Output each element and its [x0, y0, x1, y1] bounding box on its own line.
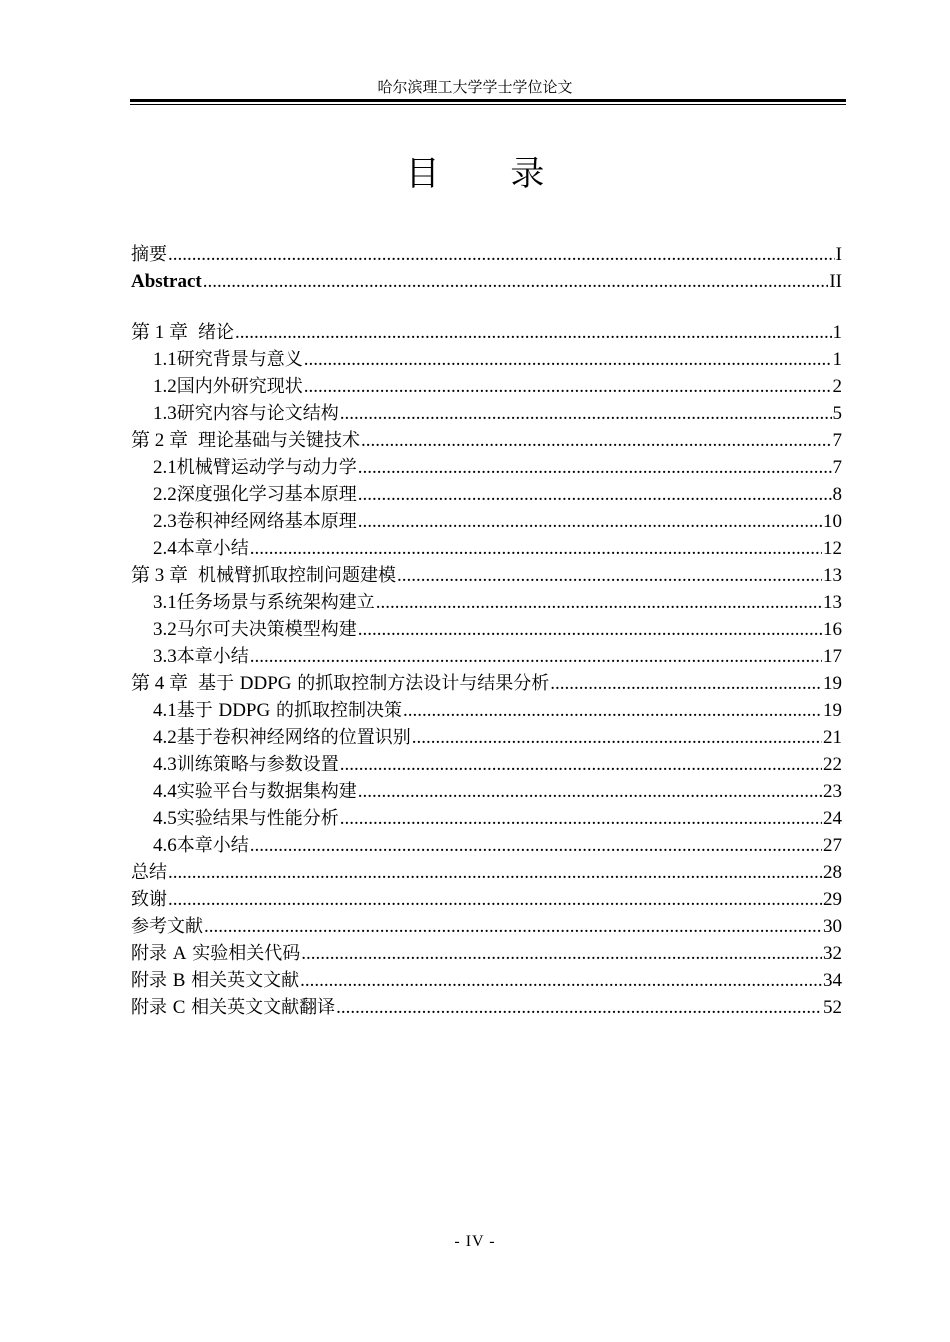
toc-entry-number: 第 1 章 — [131, 322, 189, 343]
toc-dot-leader — [168, 886, 822, 913]
toc-entry-page: 24 — [823, 808, 842, 829]
toc-entry-section[interactable] — [153, 751, 842, 778]
toc-entry-section[interactable] — [153, 778, 842, 805]
toc-dot-leader — [168, 859, 822, 886]
toc-entry-number: 3.1 — [153, 592, 177, 613]
toc-entry-chapter[interactable] — [131, 859, 842, 886]
toc-entry-number: 2.4 — [153, 538, 177, 559]
toc-entry-page: 13 — [823, 592, 842, 613]
header-rule-thick — [130, 99, 846, 102]
toc-entry-title: 研究背景与意义 — [176, 349, 303, 370]
toc-entry-number: 第 4 章 — [131, 673, 189, 694]
toc-dot-leader — [358, 454, 832, 481]
toc-entry-page: 12 — [823, 538, 842, 559]
toc-entry-page: 1 — [832, 349, 842, 370]
toc-entry-page: 5 — [832, 403, 842, 424]
toc-dot-leader — [340, 751, 822, 778]
toc-entry-title: 本章小结 — [176, 538, 249, 559]
toc-entry-page: I — [835, 244, 842, 265]
toc-entry-number: 1.2 — [153, 376, 177, 397]
toc-entry-title: 附录 B 相关英文文献 — [131, 970, 300, 991]
running-header: 哈尔滨理工大学学士学位论文 — [377, 80, 573, 96]
toc-entry-title: 摘要 — [131, 244, 167, 265]
toc-dot-leader — [376, 589, 822, 616]
toc-entry-chapter[interactable] — [131, 940, 842, 967]
toc-entry-section[interactable] — [153, 832, 842, 859]
toc-entry-title: 国内外研究现状 — [176, 376, 303, 397]
toc-entry-page: 17 — [823, 646, 842, 667]
toc-entry-chapter[interactable] — [131, 913, 842, 940]
toc-entry-number: 4.4 — [153, 781, 177, 802]
toc-entry-section[interactable] — [153, 346, 842, 373]
toc-dot-leader — [250, 832, 822, 859]
toc-dot-leader — [403, 697, 822, 724]
toc-entry-page: 22 — [823, 754, 842, 775]
toc-entry-title: 基于 DDPG 的抓取控制方法设计与结果分析 — [198, 673, 550, 694]
toc-entry-chapter[interactable] — [131, 562, 842, 589]
toc-dot-leader — [301, 940, 822, 967]
toc-entry-number: 3.2 — [153, 619, 177, 640]
toc-entry-number: 2.2 — [153, 484, 177, 505]
toc-entry-number: 3.3 — [153, 646, 177, 667]
toc-entry-number: 2.3 — [153, 511, 177, 532]
toc-entry-page: 2 — [832, 376, 842, 397]
page-number: - IV - — [454, 1233, 496, 1250]
toc-entry-page: 27 — [823, 835, 842, 856]
toc-entry-page: 13 — [823, 565, 842, 586]
toc-entry-chapter[interactable] — [131, 268, 842, 295]
toc-entry-title: 理论基础与关键技术 — [198, 430, 361, 451]
toc-entry-section[interactable] — [153, 697, 842, 724]
toc-entry-page: 28 — [823, 862, 842, 883]
toc-entry-title: 基于卷积神经网络的位置识别 — [176, 727, 411, 748]
toc-entry-section[interactable] — [153, 724, 842, 751]
toc-entry-section[interactable] — [153, 454, 842, 481]
toc-dot-leader — [397, 562, 822, 589]
toc-entry-chapter[interactable] — [131, 994, 842, 1021]
toc-entry-title: 实验结果与性能分析 — [176, 808, 339, 829]
toc-entry-title: 附录 C 相关英文文献翻译 — [131, 997, 336, 1018]
toc-entry-number: 4.2 — [153, 727, 177, 748]
toc-entry-title: 绪论 — [198, 322, 235, 343]
toc-dot-leader — [168, 241, 835, 268]
toc-entry-section[interactable] — [153, 508, 842, 535]
toc-entry-chapter[interactable] — [131, 319, 842, 346]
toc-entry-page: 16 — [823, 619, 842, 640]
toc-entry-title: 本章小结 — [176, 646, 249, 667]
toc-dot-leader — [358, 508, 822, 535]
toc-entry-title: 实验平台与数据集构建 — [176, 781, 357, 802]
toc-entry-title: 总结 — [131, 862, 167, 883]
toc-entry-section[interactable] — [153, 400, 842, 427]
toc-dot-leader — [358, 481, 832, 508]
toc-entry-chapter[interactable] — [131, 427, 842, 454]
toc-entry-page: 7 — [832, 430, 842, 451]
toc-entry-section[interactable] — [153, 589, 842, 616]
toc-entry-section[interactable] — [153, 535, 842, 562]
toc-entry-section[interactable] — [153, 481, 842, 508]
toc-entry-page: 21 — [823, 727, 842, 748]
toc-dot-leader — [550, 670, 822, 697]
toc-entry-title: 机械臂抓取控制问题建模 — [198, 565, 397, 586]
toc-entry-title: 研究内容与论文结构 — [176, 403, 339, 424]
toc-entry-number: 2.1 — [153, 457, 177, 478]
toc-dot-leader — [358, 778, 822, 805]
toc-dot-leader — [304, 373, 832, 400]
toc-dot-leader — [336, 994, 822, 1021]
toc-dot-leader — [203, 268, 829, 295]
toc-entry-chapter[interactable] — [131, 967, 842, 994]
toc-entry-page: 7 — [832, 457, 842, 478]
toc-dot-leader — [340, 805, 822, 832]
toc-entry-section[interactable] — [153, 616, 842, 643]
toc-entry-page: 19 — [823, 700, 842, 721]
toc-entry-number: 4.3 — [153, 754, 177, 775]
toc-entry-page: 8 — [832, 484, 842, 505]
toc-dot-leader — [304, 346, 832, 373]
toc-entry-page: 34 — [823, 970, 842, 991]
toc-entry-chapter[interactable] — [131, 670, 842, 697]
toc-dot-leader — [204, 913, 822, 940]
toc-entry-section[interactable] — [153, 643, 842, 670]
toc-entry-title: 致谢 — [131, 889, 167, 910]
toc-dot-leader — [412, 724, 822, 751]
toc-entry-page: 23 — [823, 781, 842, 802]
toc-title: 目 录 — [405, 154, 575, 194]
toc-entry-chapter[interactable] — [131, 886, 842, 913]
toc-entry-number: 1.3 — [153, 403, 177, 424]
toc-dot-leader — [250, 643, 822, 670]
toc-dot-leader — [340, 400, 832, 427]
toc-entry-number: 第 3 章 — [131, 565, 189, 586]
toc-entry-page: 19 — [823, 673, 842, 694]
toc-entry-page: 30 — [823, 916, 842, 937]
toc-entry-title: 深度强化学习基本原理 — [176, 484, 357, 505]
toc-entry-number: 第 2 章 — [131, 430, 189, 451]
toc-entry-title: 马尔可夫决策模型构建 — [176, 619, 357, 640]
header-rule-thin — [130, 104, 846, 105]
toc-entry-title: 本章小结 — [176, 835, 249, 856]
toc-entry-title: 附录 A 实验相关代码 — [131, 943, 301, 964]
toc-dot-leader — [358, 616, 822, 643]
toc-entry-number: 4.1 — [153, 700, 177, 721]
toc-entry-title: 机械臂运动学与动力学 — [176, 457, 357, 478]
toc-entry-number: 4.5 — [153, 808, 177, 829]
toc-entry-title: 任务场景与系统架构建立 — [176, 592, 375, 613]
toc-entry-title: Abstract — [131, 271, 202, 292]
toc-entry-page: 10 — [823, 511, 842, 532]
toc-entry-title: 参考文献 — [131, 916, 203, 937]
toc-entry-page: 52 — [823, 997, 842, 1018]
toc-dot-leader — [250, 535, 822, 562]
toc-dot-leader — [300, 967, 822, 994]
toc-entry-page: 1 — [832, 322, 842, 343]
toc-entry-section[interactable] — [153, 805, 842, 832]
toc-entry-number: 1.1 — [153, 349, 177, 370]
toc-entry-page: 32 — [823, 943, 842, 964]
toc-entry-section[interactable] — [153, 373, 842, 400]
toc-entry-title: 基于 DDPG 的抓取控制决策 — [176, 700, 402, 721]
toc-entry-number: 4.6 — [153, 835, 177, 856]
toc-entry-page: 29 — [823, 889, 842, 910]
toc-dot-leader — [361, 427, 831, 454]
toc-entry-title: 训练策略与参数设置 — [176, 754, 339, 775]
toc-entry-title: 卷积神经网络基本原理 — [176, 511, 357, 532]
toc-entry-page: II — [829, 271, 842, 292]
toc-dot-leader — [235, 319, 831, 346]
toc-entry-chapter[interactable] — [131, 241, 842, 268]
